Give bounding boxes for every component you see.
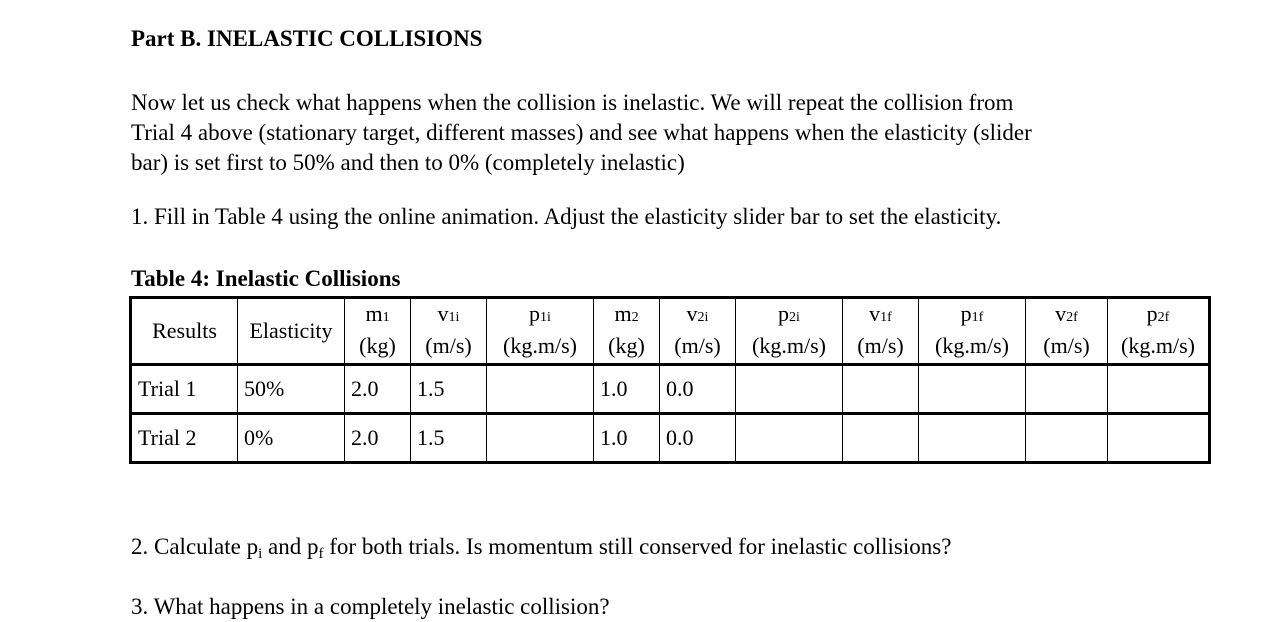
header-m2: m2 (kg) <box>594 298 660 365</box>
header-m1: m1 (kg) <box>345 298 411 365</box>
cell-v1i: 1.5 <box>411 365 487 414</box>
cell-p1f <box>919 365 1026 414</box>
cell-p2i <box>736 365 843 414</box>
cell-p2f <box>1108 414 1210 463</box>
cell-p1i <box>487 414 594 463</box>
intro-line-3: bar) is set first to 50% and then to 0% (completely inelastic) <box>131 150 685 175</box>
header-p1f: p1f (kg.m/s) <box>919 298 1026 365</box>
cell-m2: 1.0 <box>594 414 660 463</box>
question-3: 3. What happens in a completely inelastic collision? <box>131 594 610 619</box>
intro-line-2: Trial 4 above (stationary target, different masses) and see what happens when the elasticity (slider <box>131 120 1032 145</box>
row-label: Trial 2 <box>131 414 238 463</box>
cell-v2f <box>1026 414 1108 463</box>
table-caption: Table 4: Inelastic Collisions <box>131 266 401 291</box>
table-row <box>131 414 1210 463</box>
cell-p2i <box>736 414 843 463</box>
cell-m2: 1.0 <box>594 365 660 414</box>
cell-v1f <box>843 414 919 463</box>
cell-v1i: 1.5 <box>411 414 487 463</box>
row-label: Trial 1 <box>131 365 238 414</box>
section-heading: Part B. INELASTIC COLLISIONS <box>131 26 483 51</box>
cell-p1f <box>919 414 1026 463</box>
header-p1i: p1i (kg.m/s) <box>487 298 594 365</box>
cell-elasticity: 50% <box>238 365 345 414</box>
header-v2f: v2f (m/s) <box>1026 298 1108 365</box>
table-row <box>131 365 1210 414</box>
cell-m1: 2.0 <box>345 365 411 414</box>
inelastic-collisions-table <box>129 296 1211 464</box>
question-1: 1. Fill in Table 4 using the online animation. Adjust the elasticity slider bar to set the elasticity. <box>131 204 1002 229</box>
cell-v2f <box>1026 365 1108 414</box>
cell-p2f <box>1108 365 1210 414</box>
cell-v2i: 0.0 <box>660 365 736 414</box>
header-v1f: v1f (m/s) <box>843 298 919 365</box>
question-2: 2. Calculate pi and pf for both trials. Is momentum still conserved for inelastic collisions? <box>131 534 952 562</box>
header-results: Results <box>131 298 238 365</box>
header-v2i: v2i (m/s) <box>660 298 736 365</box>
intro-line-1: Now let us check what happens when the collision is inelastic. We will repeat the collision from <box>131 90 1014 115</box>
header-p2f: p2f (kg.m/s) <box>1108 298 1210 365</box>
header-v1i: v1i (m/s) <box>411 298 487 365</box>
table-header-row <box>131 298 1210 365</box>
cell-p1i <box>487 365 594 414</box>
cell-elasticity: 0% <box>238 414 345 463</box>
header-p2i: p2i (kg.m/s) <box>736 298 843 365</box>
cell-v1f <box>843 365 919 414</box>
cell-v2i: 0.0 <box>660 414 736 463</box>
cell-m1: 2.0 <box>345 414 411 463</box>
header-elasticity: Elasticity <box>238 298 345 365</box>
